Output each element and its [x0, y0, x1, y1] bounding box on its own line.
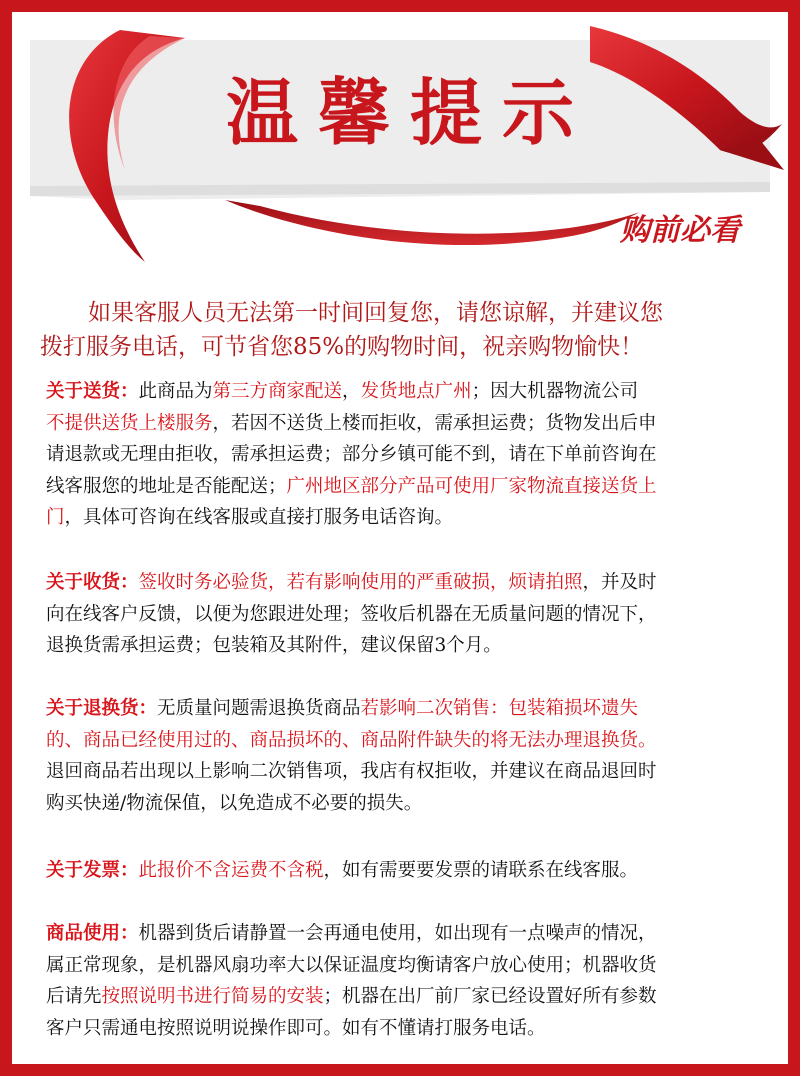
section-line [46, 950, 766, 982]
highlight-text: 发货地点广州 [360, 381, 472, 402]
section-label: 关于退换货： [46, 698, 158, 719]
section-3 [46, 855, 766, 887]
section-line [46, 599, 766, 631]
section-0 [46, 376, 766, 534]
highlight-text: 若影响二次销售：包装箱损坏遗失 [360, 698, 639, 719]
section-line [46, 439, 766, 471]
body-text: 退换货需承担运费；包装箱及其附件，建议保留3个月。 [46, 635, 502, 656]
section-line [46, 918, 766, 950]
section-line [46, 1013, 766, 1045]
body-text: 此商品为 [138, 381, 213, 402]
section-2 [46, 693, 766, 819]
body-text: 向在线客户反馈，以便为您跟进处理；签收后机器在无质量问题的情况下， [46, 603, 657, 625]
body-text: ；机器在出厂前厂家已经设置好所有参数 [323, 986, 657, 1007]
intro-line-1: 如果客服人员无法第一时间回复您，请您谅解，并建议您 [88, 300, 663, 326]
body-text: 机器到货后请静置一会再通电使用，如出现有一点噪声的情况， [138, 923, 657, 944]
body-text: ，并及时 [582, 572, 657, 593]
highlight-text: 第三方商家配送 [212, 381, 343, 402]
body-text: ；因大机器物流公司 [471, 381, 639, 402]
section-line [46, 756, 766, 788]
banner [0, 0, 800, 270]
body-text: 购买快递/物流保值，以免造成不必要的损失。 [46, 792, 423, 814]
section-line [46, 567, 766, 599]
body-text: 线客服您的地址是否能配送； [46, 475, 287, 497]
section-line [46, 376, 766, 408]
ribbon-bottom [225, 200, 640, 245]
banner-subtitle: 购前必看 [620, 213, 740, 248]
section-line [46, 788, 766, 820]
body-text: 请退款或无理由拒收，需承担运费；部分乡镇可能不到，请在下单前咨询在 [46, 444, 657, 465]
section-line [46, 502, 766, 534]
section-label: 关于收货： [46, 572, 139, 593]
body-text: ， [342, 381, 361, 402]
highlight-text: 按照说明书进行简易的安装 [101, 986, 324, 1007]
body-text: ，如有需要要发票的请联系在线客服。 [323, 860, 639, 881]
section-4 [46, 918, 766, 1044]
section-label: 关于送货： [46, 381, 139, 402]
intro-line-2: 拨打服务电话，可节省您85%的购物时间，祝亲购物愉快！ [40, 334, 644, 360]
section-line [46, 855, 766, 887]
highlight-text: 广州地区部分产品可使用厂家物流直接送货上 [286, 475, 657, 497]
banner-title: 温馨提示 [225, 71, 595, 155]
body-text: 客户只需通电按照说明说操作即可。如有不懂请打服务电话。 [46, 1017, 546, 1039]
body-text: 退回商品若出现以上影响二次销售项，我店有权拒收，并建议在商品退回时 [46, 761, 657, 782]
intro-text [40, 296, 760, 364]
body-text: ，若因不送货上楼而拒收，需承担运费；货物发出后申 [212, 412, 657, 434]
highlight-text: 签收时务必验货，若有影响使用的严重破损，烦请拍照 [138, 572, 583, 593]
highlight-text: 的、商品已经使用过的、商品损坏的、商品附件缺失的将无法办理退换货。 [46, 729, 657, 751]
section-line [46, 725, 766, 757]
highlight-text: 门 [46, 507, 65, 528]
section-line [46, 408, 766, 440]
section-line [46, 693, 766, 725]
section-label: 商品使用： [46, 923, 139, 944]
body-text: 无质量问题需退换货商品 [157, 698, 361, 719]
section-1 [46, 567, 766, 662]
highlight-text: 此报价不含运费不含税 [138, 860, 324, 881]
section-line [46, 981, 766, 1013]
section-line [46, 630, 766, 662]
body-text: ，具体可咨询在线客服或直接打服务电话咨询。 [64, 507, 454, 528]
section-line [46, 471, 766, 503]
body-text: 属正常现象，是机器风扇功率大以保证温度均衡请客户放心使用；机器收货 [46, 954, 657, 976]
section-label: 关于发票： [46, 860, 139, 881]
body-text: 后请先 [46, 986, 102, 1007]
highlight-text: 不提供送货上楼服务 [46, 412, 213, 434]
